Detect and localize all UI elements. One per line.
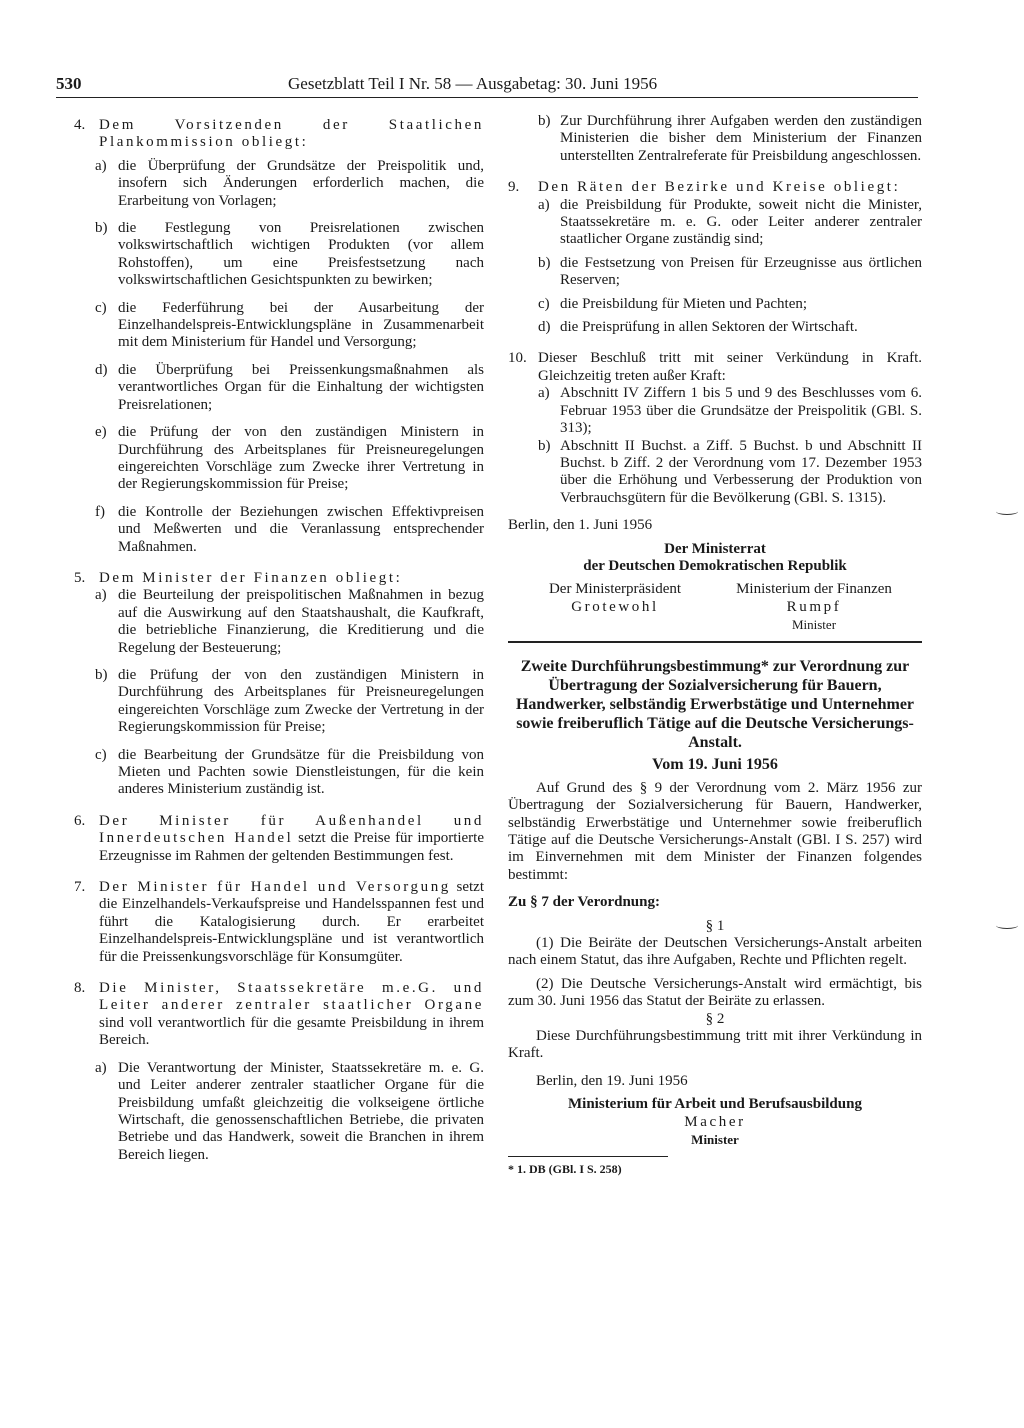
subitem-10a: a) Abschnitt IV Ziffern 1 bis 5 und 9 des Beschlusses vom 6. Februar 1953 über die Grundsätze der Preispolitik (GBl. S. 313);: [538, 385, 922, 437]
right-column: [508, 113, 922, 1179]
item-8: 8. Die Minister, Staatssekretäre m.e.G. und Leiter anderer zentraler staatlicher Organe sind voll verantwortlich für die gesamte Preisbildung in ihrem Bereich.: [74, 980, 484, 1049]
subitem-8a: a) Die Verantwortung der Minister, Staatssekretäre m. e. G. und Leiter anderer zentraler staatlicher Organe für die Preisbildung umfaßt gleichzeitig die volkseigene örtliche Wirtschaft, die genossenschaftlichen Betriebe, die privaten Betriebe und das Handwerk, soweit die Branchen in ihrem Bereich liegen.: [95, 1059, 484, 1163]
margin-mark: [996, 922, 1018, 929]
subitem-8b: b) Zur Durchführung ihrer Aufgaben werden den zuständigen Ministerien die bisher dem Ministerium der Finanzen unterstellten Zentralreferate für Preisbildung angeschlossen.: [538, 113, 922, 164]
item-4: [74, 117, 484, 152]
signatory-name: Grotewohl: [571, 598, 659, 615]
item-7: 7. Der Minister für Handel und Versorgung setzt die Einzelhandels-Verkaufspreise und Handelsspannen fest und führt die Katalogisierung durch. Er erarbeitet Einzelhandelspreis-Entwicklungspläne und ist verantwortlich für die Preissenkungsvorschläge für Konsumgüter.: [74, 879, 484, 965]
footnote-rule: [508, 1156, 668, 1157]
header-title: Gesetzblatt Teil I Nr. 58 — Ausgabetag: 30. Juni 1956: [288, 74, 658, 93]
item-10: 10. Dieser Beschluß tritt mit seiner Verkündung in Kraft. Gleichzeitig treten außer Kraft:: [508, 350, 922, 384]
paragraph-2-heading: § 2: [705, 1010, 725, 1027]
item-5: 5. Dem Minister der Finanzen obliegt:: [74, 570, 484, 587]
subitem-9d: d) die Preisprüfung in allen Sektoren der Wirtschaft.: [538, 319, 858, 336]
council-name: Der Ministerrat: [664, 540, 766, 557]
item-9: 9. Den Räten der Bezirke und Kreise obliegt:: [508, 179, 922, 196]
left-column: [74, 117, 484, 1164]
subitem-9a: a) die Preisbildung für Produkte, soweit nicht die Minister, Staatssekretäre m. e. G. oder Leiter anderer zentraler staatlicher Organe zuständig sind;: [538, 196, 922, 248]
signatory-title: Der Ministerpräsident: [548, 581, 682, 598]
council-name-2: der Deutschen Demokratischen Republik: [583, 557, 847, 574]
subitem-9b: b) die Festsetzung von Preisen für Erzeugnisse aus örtlichen Reserven;: [538, 254, 922, 289]
subitem-4c: c) die Federführung bei der Ausarbeitung der Einzelhandelspreis-Entwicklungspläne in Zusammenarbeit mit dem Ministerium für Handel und Versorgung;: [95, 299, 484, 351]
footnote: * 1. DB (GBl. I S. 258): [508, 1162, 622, 1177]
subitem-4d: d) die Überprüfung bei Preissenkungsmaßnahmen als verantwortliches Organ für die Einhaltung der wichtigsten Preisrelationen;: [95, 361, 484, 413]
zu-paragraph: Zu § 7 der Verordnung:: [508, 894, 660, 911]
paragraph-1-2: (2) Die Deutsche Versicherungs-Anstalt wird ermächtigt, bis zum 30. Juni 1956 das Statut der Beiräte zu erlassen.: [508, 975, 922, 1010]
subitem-4f: f) die Kontrolle der Beziehungen zwischen Effektivpreisen und Meßwerten und die Veranlassung entsprechender Maßnahmen.: [95, 503, 484, 555]
subitem-5c: c) die Bearbeitung der Grundsätze für die Preisbildung von Mieten und Pachten sowie Dienstleistungen, für die kein anderes Ministerium zuständig ist.: [95, 746, 484, 798]
subitem-4b: b) die Festlegung von Preisrelationen zwischen volkswirtschaftlich wichtigen Produkten (vor allem Rohstoffen), um eine Preisfestsetzung nach volkswirtschaftlichen Gesichtspunkten zu bewirken;: [95, 220, 484, 289]
intro-paragraph: Auf Grund des § 9 der Verordnung vom 2. März 1956 zur Übertragung der Sozialversicherung für Bauern, Handwerker, selbständig Erwerbstätige und Unternehmer sowie freiberuflich Tätige auf die Deutsche Versicherungs-Anstalt (GBl. I S. 257) wird im Einvernehmen mit dem Minister der Finanzen folgendes bestimmt:: [508, 779, 922, 883]
item-title: Dem Vorsitzenden der Staatlichen Plankommission obliegt:: [99, 117, 484, 151]
paragraph-1-1: (1) Die Beiräte der Deutschen Versicherungs-Anstalt arbeiten nach einem Statut, das ihre Aufgaben, Rechte und Pflichten regelt.: [508, 935, 922, 969]
section-heading: Zweite Durchführungsbestimmung* zur Verordnung zur Übertragung der Sozialversicherung für Bauern, Handwerker, selbständig Erwerbstätige und Unternehmer sowie freiberuflich Tätige auf die Deutsche Versicherungs-Anstalt.: [515, 658, 915, 752]
item-6: 6. Der Minister für Außenhandel und Innerdeutschen Handel setzt die Preise für importierte Erzeugnisse im Rahmen der geltenden Bestimmungen fest.: [74, 812, 485, 864]
ministry-name: Ministerium für Arbeit und Berufsausbildung: [568, 1096, 862, 1113]
signatory-title: Ministerium der Finanzen: [736, 581, 892, 598]
signatory-role: Minister: [791, 617, 837, 633]
subitem-10b: b) Abschnitt II Buchst. a Ziff. 5 Buchst. b und Abschnitt II Buchst. b Ziff. 2 der Verordnung vom 17. Dezember 1953 über die Erhöhung und Verbesserung der Produktion von Verbrauchsgütern für die Bevölkerung (GBl. S. 1315).: [538, 437, 922, 506]
item-title: Dem Minister der Finanzen obliegt:: [99, 569, 403, 586]
margin-mark: [996, 508, 1018, 515]
item-title: Den Räten der Bezirke und Kreise obliegt:: [538, 179, 901, 196]
subitem-4e: e) die Prüfung der von den zuständigen Ministern in Durchführung des Arbeitsplanes für Preisneuregelungen eingereichten Vorschläge zum Zwecke ihrer Vertretung in der Regierungskommission für Preise;: [95, 424, 484, 493]
subitem-9c: c) die Preisbildung für Mieten und Pachten;: [538, 295, 808, 312]
subitem-4a: a) die Überprüfung der Grundsätze der Preispolitik und, insofern sich Änderungen erforderlich machen, die Erarbeitung von Vorlagen;: [95, 157, 484, 209]
page-number: 530: [56, 74, 82, 93]
signatory-name: Rumpf: [786, 598, 842, 615]
minister-role: Minister: [691, 1132, 739, 1148]
page-header: [56, 74, 918, 96]
paragraph-2-text: Diese Durchführungsbestimmung tritt mit ihrer Verkündung in Kraft.: [508, 1028, 922, 1062]
subitem-5b: b) die Prüfung der von den zuständigen Ministern in Durchführung des Arbeitsplanes für Preisneuregelungen eingereichten Vorschläge zum Zwecke der Vertretung in der Regierungskommission für Preise;: [95, 666, 484, 736]
subitem-5a: a) die Beurteilung der preispolitischen Maßnahmen in bezug auf die Auswirkung auf den Staatshaushalt, die Kaufkraft, die betriebliche Finanzierung, die Kreditierung und die Regelung der Besteuerung;: [95, 587, 484, 656]
paragraph-1-heading: § 1: [705, 917, 725, 934]
signature-block: [508, 581, 922, 633]
item-number: 4.: [74, 117, 86, 133]
header-rule: [56, 97, 918, 98]
section-date: Vom 19. Juni 1956: [652, 756, 778, 774]
minister-name: Macher: [684, 1113, 746, 1130]
place-date: Berlin, den 1. Juni 1956: [508, 517, 653, 534]
place-date-2: Berlin, den 19. Juni 1956: [536, 1072, 688, 1089]
